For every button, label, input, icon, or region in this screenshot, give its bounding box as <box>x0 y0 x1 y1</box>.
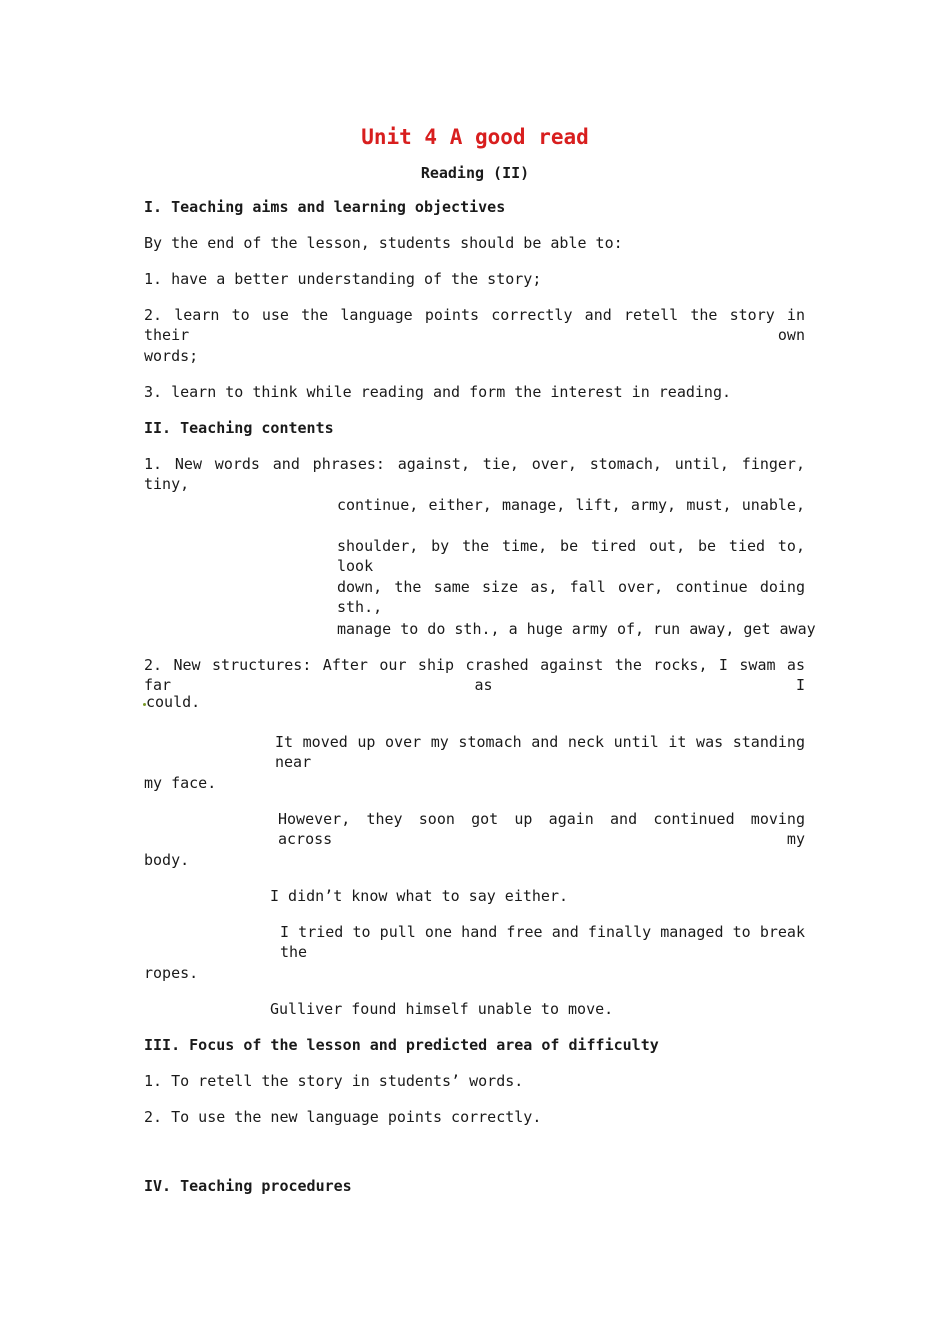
new-words-line-1: 1. New words and phrases: against, tie, over, stomach, until, finger, tiny, <box>144 455 805 493</box>
section-heading-contents: II. Teaching contents <box>144 419 334 437</box>
structure-6: Gulliver found himself unable to move. <box>270 1000 614 1018</box>
structure-4: I didn’t know what to say either. <box>270 887 569 905</box>
aims-intro: By the end of the lesson, students should be able to: <box>144 234 623 252</box>
structure-1-cont: could. <box>146 693 201 711</box>
section-heading-focus: III. Focus of the lesson and predicted area of difficulty <box>144 1036 659 1054</box>
structure-2-cont: my face. <box>144 774 217 792</box>
section-heading-procedures: IV. Teaching procedures <box>144 1177 352 1195</box>
focus-item-1: 1. To retell the story in students’ words. <box>144 1072 524 1090</box>
structure-1: 2. New structures: After our ship crashed against the rocks, I swam as far as I <box>144 656 805 694</box>
new-words-line-3: shoulder, by the time, be tired out, be tied to, look <box>337 537 805 575</box>
section-heading-aims: I. Teaching aims and learning objectives <box>144 198 506 216</box>
new-words-line-4: down, the same size as, fall over, continue doing sth., <box>337 578 805 616</box>
new-words-line-2: continue, either, manage, lift, army, must, unable, <box>337 496 805 514</box>
aims-item-3: 3. learn to think while reading and form the interest in reading. <box>144 383 731 401</box>
new-words-line-5: manage to do sth., a huge army of, run away, get away <box>337 620 816 638</box>
aims-item-2: 2. learn to use the language points correctly and retell the story in their own <box>144 306 805 344</box>
focus-item-2: 2. To use the new language points correctly. <box>144 1108 542 1126</box>
structure-5: I tried to pull one hand free and finally managed to break the <box>280 923 805 961</box>
page-subtitle: Reading (II) <box>420 164 530 182</box>
aims-item-2-cont: words; <box>144 347 199 365</box>
structure-5-cont: ropes. <box>144 964 199 982</box>
structure-3: However, they soon got up again and continued moving across my <box>278 810 805 848</box>
page-title: Unit 4 A good read <box>361 125 589 149</box>
structure-3-cont: body. <box>144 851 190 869</box>
aims-item-1: 1. have a better understanding of the story; <box>144 270 542 288</box>
structure-2: It moved up over my stomach and neck until it was standing near <box>275 733 805 771</box>
